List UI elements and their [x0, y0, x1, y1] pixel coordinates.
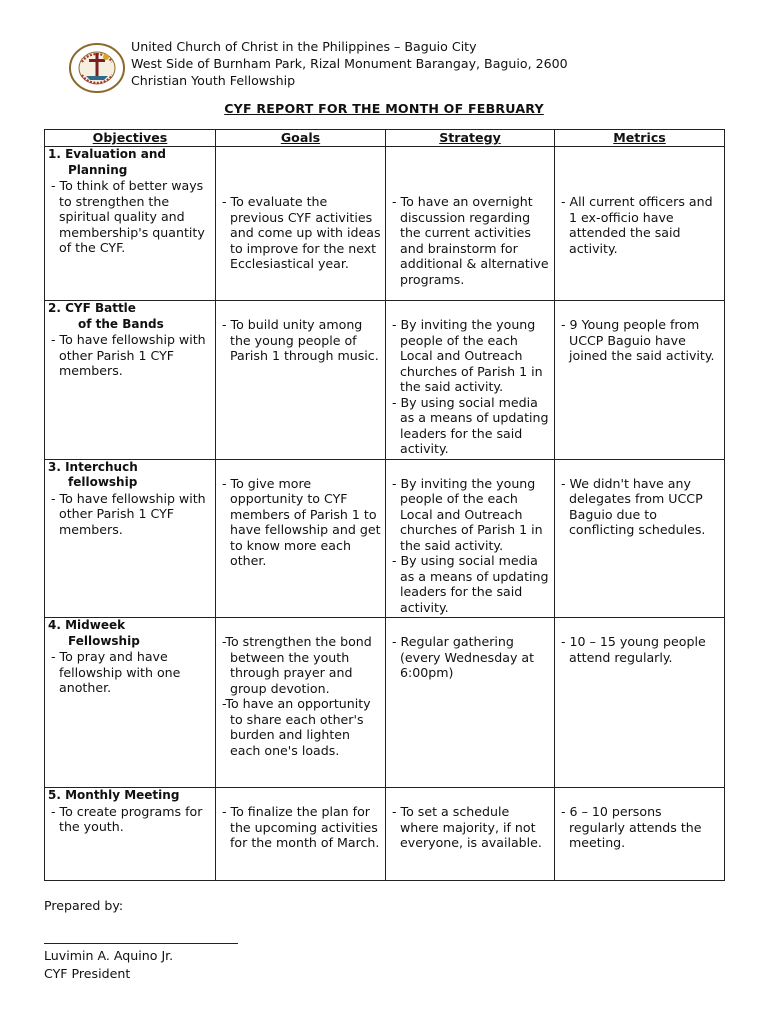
church-address: West Side of Burnham Park, Rizal Monument Barangay, Baguio, 2600 — [131, 56, 568, 71]
metric-cell — [555, 788, 725, 881]
strategy-cell — [386, 459, 555, 618]
strategy-text: - By inviting the young people of the each Local and Outreach churches of Parish 1 in the said activity. — [392, 475, 543, 553]
objective-cell — [45, 459, 216, 618]
objective-cell — [45, 301, 216, 460]
goal-text: - To give more opportunity to CYF members of Parish 1 to have fellowship and get to know more each other. — [222, 475, 381, 568]
signatory-name: Luvimin A. Aquino Jr. — [44, 948, 174, 963]
signatory — [44, 947, 173, 983]
metric-cell — [555, 301, 725, 460]
objective-text: - To create programs for the youth. — [51, 803, 203, 834]
header-objectives: Objectives — [45, 130, 216, 147]
metric-text: - 10 – 15 young people attend regularly. — [561, 634, 706, 665]
strategy-text: - To set a schedule where majority, if not everyone, is available. — [392, 804, 542, 850]
metric-text: - 9 Young people from UCCP Baguio have joined the said activity. — [561, 317, 715, 363]
goal-cell — [216, 147, 386, 301]
strategy-text: - Regular gathering (every Wednesday at 6:00pm) — [392, 634, 535, 680]
strategy-cell — [386, 618, 555, 788]
row-title-cont: Planning — [68, 162, 128, 177]
report-title: CYF REPORT FOR THE MONTH OF FEBRUARY — [224, 101, 544, 116]
row-title: 3. Interchuch — [48, 459, 138, 474]
table-row — [45, 301, 725, 460]
strategy-text: - To have an overnight discussion regarding the current activities and brainstorm for additional & alternative programs. — [392, 194, 549, 287]
row-title: 5. Monthly Meeting — [48, 788, 180, 802]
objective-text: - To have fellowship with other Parish 1 CYF members. — [51, 332, 206, 378]
objective-cell — [45, 788, 216, 881]
objective-text: - To think of better ways to strengthen the spiritual quality and membership's quantity of the CYF. — [51, 178, 205, 255]
organization-name: Christian Youth Fellowship — [131, 73, 296, 88]
row-title-cont: of the Bands — [78, 316, 164, 331]
strategy-cell — [386, 147, 555, 301]
church-seal-logo — [68, 42, 126, 94]
metric-text: - 6 – 10 persons regularly attends the meeting. — [561, 804, 702, 850]
report-table — [44, 129, 725, 881]
goal-text: - To evaluate the previous CYF activities and come up with ideas to improve for the next Ecclesiastical year. — [222, 194, 381, 271]
header-strategy: Strategy — [386, 130, 555, 147]
row-title-cont: fellowship — [68, 475, 138, 489]
goal-cell — [216, 301, 386, 460]
strategy-text: - By inviting the young people of the each Local and Outreach churches of Parish 1 in the said activity. — [392, 317, 543, 394]
metric-text: - We didn't have any delegates from UCCP Baguio due to conflicting schedules. — [561, 475, 706, 537]
objective-text: - To pray and have fellowship with one another. — [51, 649, 181, 695]
letterhead — [131, 38, 568, 89]
metric-text: - All current officers and 1 ex-officio have attended the said activity. — [561, 194, 713, 256]
table-row — [45, 147, 725, 301]
goal-text: - To build unity among the young people of Parish 1 through music. — [222, 317, 379, 363]
row-title: 1. Evaluation and — [48, 147, 167, 161]
objective-cell — [45, 618, 216, 788]
goal-cell — [216, 788, 386, 881]
table-row — [45, 618, 725, 788]
church-name: United Church of Christ in the Philippines – Baguio City — [131, 39, 477, 54]
signatory-position: CYF President — [44, 966, 131, 981]
table-row — [45, 788, 725, 881]
objective-text: - To have fellowship with other Parish 1 CYF members. — [51, 490, 206, 537]
signature-line — [44, 943, 238, 944]
metric-cell — [555, 618, 725, 788]
goal-text-2: -To have an opportunity to share each other's burden and lighten each one's loads. — [222, 696, 371, 758]
prepared-by-label: Prepared by: — [44, 898, 124, 913]
strategy-cell — [386, 301, 555, 460]
row-title: 4. Midweek — [48, 618, 126, 632]
strategy-text-2: - By using social media as a means of updating leaders for the said activity. — [392, 394, 549, 456]
goal-cell — [216, 459, 386, 618]
table-row — [45, 459, 725, 618]
row-title: 2. CYF Battle — [48, 301, 136, 315]
header-goals: Goals — [216, 130, 386, 147]
metric-cell — [555, 459, 725, 618]
header-metrics: Metrics — [555, 130, 725, 147]
strategy-cell — [386, 788, 555, 881]
goal-cell — [216, 618, 386, 788]
row-title-cont: Fellowship — [68, 633, 140, 648]
table-header-row — [45, 130, 725, 147]
goal-text: -To strengthen the bond between the youth through prayer and group devotion. — [222, 634, 372, 696]
objective-cell — [45, 147, 216, 301]
strategy-text-2: - By using social media as a means of updating leaders for the said activity. — [392, 553, 549, 615]
metric-cell — [555, 147, 725, 301]
goal-text: - To finalize the plan for the upcoming activities for the month of March. — [222, 804, 380, 850]
